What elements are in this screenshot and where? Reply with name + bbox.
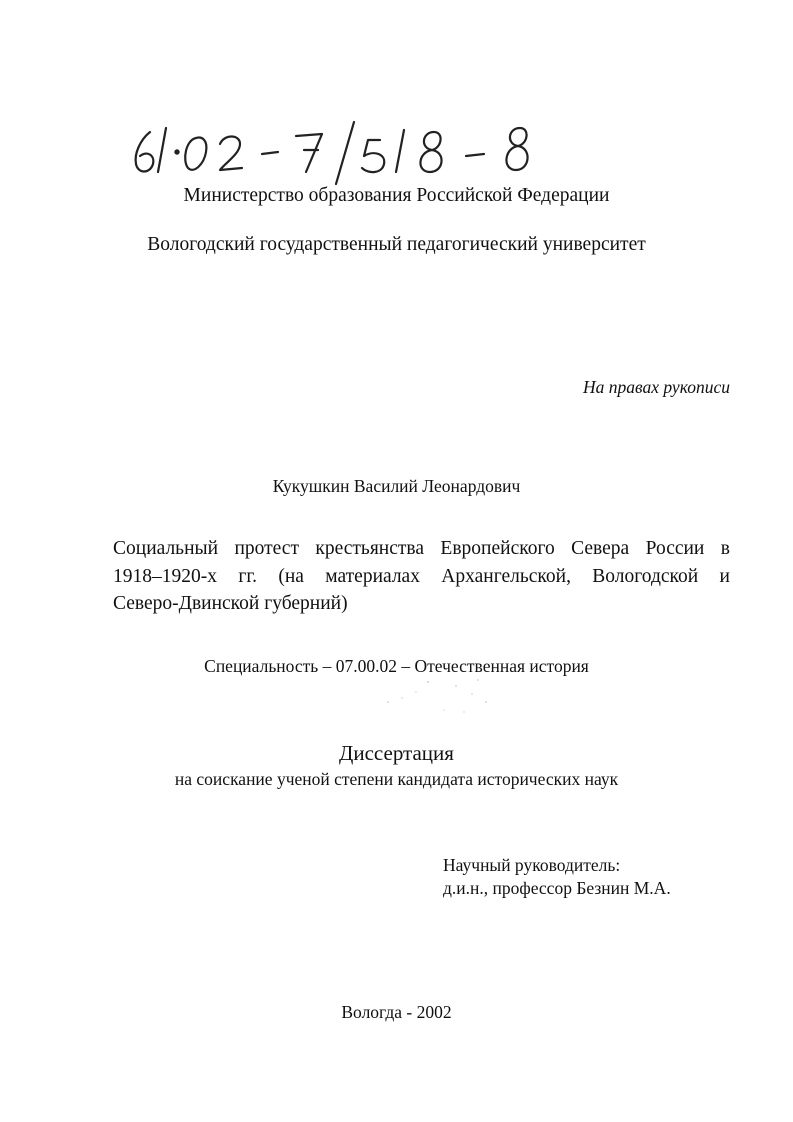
handwritten-catalog-number-drawing bbox=[128, 118, 548, 186]
dissertation-label: Диссертация bbox=[339, 741, 454, 765]
author-name: Кукушкин Василий Леонардович bbox=[272, 476, 521, 496]
scientific-advisor bbox=[443, 854, 671, 900]
title-line: Социальный протест крестьянства Европейского Севера России в bbox=[113, 538, 730, 559]
title-line: Северо-Двинской губерний) bbox=[113, 593, 348, 614]
university-name: Вологодский государственный педагогический университет bbox=[147, 234, 646, 255]
advisor-name: д.и.н., профессор Безнин М.А. bbox=[443, 878, 671, 898]
dissertation-subtitle: на соискание ученой степени кандидата исторических наук bbox=[174, 769, 619, 789]
faint-stamp-mark bbox=[368, 672, 508, 716]
handwritten-catalog-number bbox=[128, 118, 548, 186]
manuscript-rights-note: На правах рукописи bbox=[583, 377, 730, 397]
title-line: 1918–1920-х гг. (на материалах Архангельской, Вологодской и bbox=[113, 565, 730, 587]
specialty: Специальность – 07.00.02 – Отечественная история bbox=[204, 656, 589, 676]
advisor-label: Научный руководитель: bbox=[443, 855, 621, 875]
dissertation-title bbox=[113, 535, 730, 618]
city-and-year: Вологда - 2002 bbox=[341, 1002, 452, 1022]
ministry-name: Министерство образования Российской Федерации bbox=[183, 185, 610, 206]
